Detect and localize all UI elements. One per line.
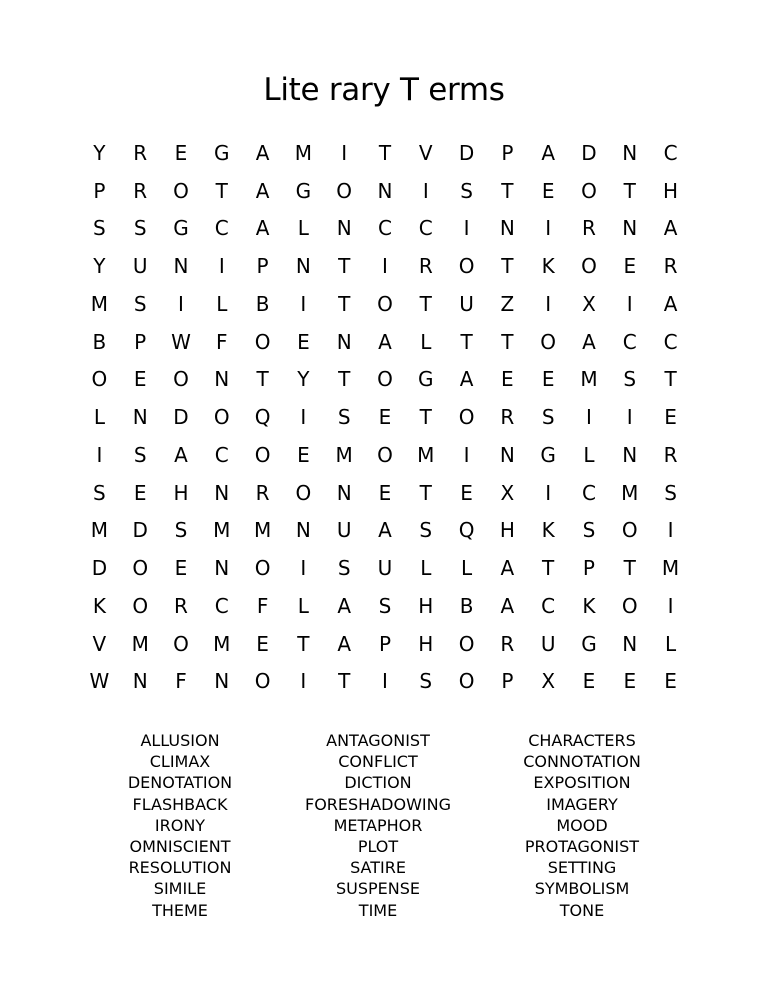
grid-letter: S — [460, 178, 473, 203]
grid-letter: A — [500, 556, 515, 581]
grid-letter: L — [297, 593, 309, 618]
grid-letter: N — [214, 669, 230, 694]
grid-letter: P — [378, 631, 391, 656]
grid-letter: N — [295, 518, 311, 543]
grid-letter: H — [418, 631, 434, 656]
grid-letter: R — [500, 631, 515, 656]
grid-letter: G — [173, 216, 189, 241]
grid-letter: O — [621, 518, 638, 543]
grid-letter: E — [133, 480, 147, 505]
grid-letter: D — [132, 518, 148, 543]
grid-letter: I — [422, 178, 429, 203]
grid-letter: N — [336, 216, 352, 241]
grid-letter: S — [133, 216, 147, 241]
grid-letter: I — [300, 291, 307, 316]
word-list-item: TONE — [559, 900, 605, 920]
grid-row — [79, 134, 691, 172]
grid-letter: G — [540, 442, 556, 467]
grid-letter: X — [500, 480, 515, 505]
grid-letter: E — [460, 480, 473, 505]
grid-letter: I — [545, 216, 552, 241]
word-list-item: DICTION — [344, 773, 412, 793]
grid-letter: O — [254, 329, 271, 354]
grid-letter: M — [213, 518, 231, 543]
grid-letter: N — [622, 140, 638, 165]
grid-letter: R — [582, 216, 596, 241]
grid-row — [79, 474, 691, 512]
grid-letter: E — [297, 329, 310, 354]
grid-letter: C — [214, 442, 229, 467]
grid-letter: I — [382, 254, 388, 279]
grid-letter: A — [337, 593, 352, 618]
grid-row — [79, 285, 691, 323]
grid-letter: F — [175, 669, 187, 694]
grid-letter: Q — [254, 405, 271, 430]
grid-letter: P — [501, 669, 514, 694]
grid-letter: Y — [93, 140, 106, 165]
grid-letter: O — [621, 593, 638, 618]
word-list-item: RESOLUTION — [128, 858, 232, 878]
grid-letter: R — [663, 254, 678, 279]
grid-letter: L — [664, 631, 677, 656]
grid-letter: I — [300, 405, 307, 430]
grid-letter: K — [541, 254, 555, 279]
grid-row — [79, 663, 691, 701]
grid-letter: M — [253, 518, 272, 543]
grid-letter: T — [338, 291, 351, 316]
grid-letter: E — [378, 480, 392, 505]
grid-letter: U — [132, 254, 148, 279]
grid-letter: D — [581, 140, 597, 165]
grid-letter: A — [582, 329, 596, 354]
grid-letter: P — [582, 556, 595, 581]
grid-row — [79, 398, 691, 436]
grid-letter: R — [255, 480, 270, 505]
grid-letter: A — [663, 291, 678, 316]
grid-letter: T — [419, 480, 432, 505]
grid-letter: I — [463, 216, 470, 241]
grid-letter: I — [667, 518, 674, 543]
grid-letter: I — [382, 669, 388, 694]
grid-letter: C — [214, 216, 229, 241]
word-list-item: FORESHADOWING — [305, 794, 451, 814]
grid-letter: D — [458, 140, 475, 165]
grid-letter: E — [378, 405, 392, 430]
word-list-item: FLASHBACK — [132, 794, 228, 814]
word-list-item: CHARACTERS — [528, 731, 636, 750]
grid-letter: D — [173, 405, 189, 430]
grid-letter: N — [622, 216, 638, 241]
grid-letter: G — [295, 178, 312, 203]
grid-letter: U — [540, 631, 556, 656]
grid-letter: T — [623, 556, 636, 581]
grid-letter: H — [663, 178, 679, 203]
grid-letter: A — [541, 140, 555, 165]
grid-letter: T — [419, 291, 432, 316]
grid-letter: S — [93, 216, 106, 241]
grid-letter: I — [545, 291, 552, 316]
grid-row — [79, 247, 691, 285]
grid-letter: O — [254, 669, 271, 694]
word-list-item: SUSPENSE — [335, 879, 420, 899]
grid-letter: C — [418, 216, 433, 241]
grid-letter: R — [133, 178, 148, 203]
grid-letter: X — [541, 669, 556, 694]
grid-letter: O — [254, 442, 271, 467]
grid-letter: W — [171, 329, 191, 354]
grid-letter: S — [337, 556, 351, 581]
word-column — [80, 730, 280, 921]
grid-letter: F — [216, 329, 228, 354]
grid-row — [79, 436, 691, 474]
grid-letter: M — [335, 442, 353, 467]
grid-letter: C — [214, 593, 229, 618]
grid-letter: B — [255, 291, 270, 316]
grid-letter: I — [545, 480, 552, 505]
grid-letter: L — [297, 216, 309, 241]
grid-letter: O — [581, 254, 597, 279]
grid-letter: C — [663, 140, 678, 165]
grid-letter: O — [458, 405, 475, 430]
grid-letter: E — [541, 178, 555, 203]
grid-letter: O — [458, 254, 475, 279]
word-list-item: CONFLICT — [338, 752, 418, 772]
grid-letter: N — [173, 254, 189, 279]
word-list-item: SATIRE — [350, 858, 406, 878]
grid-row — [79, 625, 691, 663]
word-list-item: SIMILE — [153, 879, 207, 899]
grid-letter: I — [463, 442, 470, 467]
grid-letter: Y — [297, 367, 310, 392]
grid-letter: D — [91, 556, 108, 581]
grid-letter: K — [541, 518, 555, 543]
grid-letter: S — [133, 291, 147, 316]
grid-letter: I — [178, 291, 184, 316]
grid-letter: S — [419, 669, 433, 694]
grid-letter: C — [541, 593, 556, 618]
grid-letter: M — [90, 291, 109, 316]
grid-letter: N — [214, 480, 230, 505]
grid-letter: M — [417, 442, 435, 467]
grid-letter: T — [501, 178, 514, 203]
grid-letter: S — [93, 480, 106, 505]
grid-row — [79, 512, 691, 550]
grid-letter: S — [419, 518, 433, 543]
grid-letter: R — [133, 140, 148, 165]
grid-letter: M — [621, 480, 639, 505]
grid-letter: W — [89, 669, 110, 694]
grid-row — [79, 323, 691, 361]
grid-letter: N — [214, 367, 230, 392]
grid-letter: O — [336, 178, 353, 203]
grid-letter: S — [623, 367, 637, 392]
grid-letter: M — [90, 518, 109, 543]
grid-letter: H — [499, 518, 515, 543]
grid-letter: L — [420, 329, 432, 354]
grid-letter: S — [337, 405, 351, 430]
grid-letter: P — [134, 329, 147, 354]
grid-letter: S — [664, 480, 677, 505]
word-column — [482, 730, 682, 921]
word-column — [278, 730, 478, 921]
grid-letter: R — [663, 442, 678, 467]
grid-row — [79, 361, 691, 399]
grid-letter: A — [378, 329, 392, 354]
word-list-item: PROTAGONIST — [524, 836, 640, 856]
grid-letter: E — [664, 405, 677, 430]
grid-letter: O — [377, 291, 393, 316]
grid-row — [79, 587, 691, 625]
word-list-item: DENOTATION — [127, 773, 233, 793]
grid-letter: L — [460, 556, 473, 581]
grid-letter: P — [93, 178, 106, 203]
grid-letter: P — [256, 254, 269, 279]
grid-letter: E — [297, 442, 310, 467]
grid-letter: O — [295, 480, 312, 505]
grid-letter: O — [173, 178, 189, 203]
grid-letter: A — [459, 367, 474, 392]
grid-letter: L — [216, 291, 228, 316]
grid-letter: T — [338, 669, 351, 694]
grid-letter: N — [377, 178, 393, 203]
grid-letter: R — [174, 593, 188, 618]
grid-letter: A — [174, 442, 188, 467]
grid-letter: O — [91, 367, 108, 392]
grid-letter: B — [459, 593, 474, 618]
grid-letter: I — [586, 405, 592, 430]
grid-letter: T — [215, 178, 228, 203]
grid-letter: U — [377, 556, 393, 581]
grid-letter: K — [582, 593, 596, 618]
word-list-item: IRONY — [154, 815, 206, 835]
word-list-item: EXPOSITION — [533, 773, 631, 793]
grid-letter: N — [132, 669, 148, 694]
grid-letter: U — [459, 291, 474, 316]
grid-letter: T — [664, 367, 677, 392]
grid-letter: F — [256, 593, 269, 618]
puzzle-title: Lite rary T erms — [263, 72, 505, 108]
grid-letter: I — [626, 291, 633, 316]
word-list-item: CONNOTATION — [523, 752, 641, 772]
grid-letter: N — [499, 442, 515, 467]
grid-letter: I — [626, 405, 633, 430]
grid-letter: A — [500, 593, 515, 618]
grid-letter: G — [581, 631, 597, 656]
grid-letter: S — [133, 442, 147, 467]
grid-letter: Q — [458, 518, 475, 543]
word-list-item: ALLUSION — [140, 731, 220, 750]
grid-letter: G — [214, 140, 230, 165]
word-list-item: SETTING — [547, 858, 617, 878]
grid-letter: K — [92, 593, 106, 618]
grid-letter: A — [255, 216, 270, 241]
grid-letter: S — [378, 593, 392, 618]
grid-letter: O — [581, 178, 597, 203]
word-list-item: ANTAGONIST — [326, 731, 430, 750]
grid-letter: V — [92, 631, 107, 656]
word-list-item: THEME — [152, 900, 208, 920]
grid-letter: T — [338, 367, 351, 392]
grid-letter: S — [582, 518, 596, 543]
grid-letter: C — [377, 216, 392, 241]
grid-letter: O — [377, 442, 393, 467]
grid-letter: I — [218, 254, 225, 279]
grid-letter: O — [377, 367, 393, 392]
grid-letter: N — [214, 556, 230, 581]
grid-row — [79, 549, 691, 587]
word-list-item: SYMBOLISM — [534, 879, 630, 899]
grid-letter: L — [93, 405, 105, 430]
grid-letter: C — [581, 480, 596, 505]
word-list-item: CLIMAX — [149, 752, 211, 772]
word-list-item: TIME — [358, 900, 398, 920]
grid-letter: R — [418, 254, 433, 279]
grid-letter: T — [542, 556, 555, 581]
grid-row — [79, 172, 691, 210]
grid-letter: S — [541, 405, 555, 430]
grid-letter: H — [173, 480, 189, 505]
grid-letter: N — [622, 631, 638, 656]
grid-letter: V — [418, 140, 433, 165]
grid-letter: T — [501, 254, 514, 279]
grid-letter: O — [132, 556, 149, 581]
grid-letter: M — [661, 556, 680, 581]
grid-letter: M — [294, 140, 313, 165]
grid-letter: O — [173, 631, 189, 656]
grid-letter: E — [501, 367, 514, 392]
grid-letter: O — [458, 631, 475, 656]
grid-letter: T — [297, 631, 310, 656]
grid-letter: E — [174, 556, 188, 581]
grid-letter: E — [623, 254, 637, 279]
grid-letter: N — [499, 216, 515, 241]
letter-grid — [79, 134, 691, 700]
grid-letter: X — [582, 291, 596, 316]
grid-letter: T — [378, 140, 392, 165]
grid-letter: E — [582, 669, 596, 694]
grid-letter: R — [500, 405, 515, 430]
grid-letter: B — [92, 329, 107, 354]
grid-letter: N — [336, 480, 352, 505]
grid-letter: G — [418, 367, 434, 392]
grid-letter: Z — [500, 291, 515, 316]
grid-letter: O — [254, 556, 271, 581]
grid-letter: E — [256, 631, 269, 656]
word-list-item: PLOT — [357, 836, 399, 856]
grid-letter: T — [256, 367, 269, 392]
grid-letter: A — [337, 631, 352, 656]
word-list-item: MOOD — [556, 815, 608, 835]
word-list-item: METAPHOR — [333, 815, 423, 835]
grid-letter: T — [501, 329, 514, 354]
grid-letter: O — [132, 593, 149, 618]
grid-letter: A — [255, 140, 270, 165]
grid-letter: N — [336, 329, 352, 354]
grid-letter: P — [501, 140, 514, 165]
grid-letter: I — [300, 669, 307, 694]
grid-letter: M — [213, 631, 231, 656]
grid-letter: H — [418, 593, 434, 618]
grid-letter: C — [663, 329, 678, 354]
grid-letter: U — [336, 518, 352, 543]
grid-letter: T — [338, 254, 351, 279]
word-list-item: IMAGERY — [546, 794, 618, 814]
grid-letter: A — [663, 216, 678, 241]
word-bank — [0, 730, 768, 930]
grid-letter: E — [174, 140, 188, 165]
grid-letter: I — [300, 556, 307, 581]
grid-letter: L — [583, 442, 595, 467]
grid-letter: T — [623, 178, 636, 203]
grid-letter: O — [458, 669, 475, 694]
grid-letter: C — [622, 329, 637, 354]
grid-letter: E — [664, 669, 677, 694]
grid-letter: N — [622, 442, 638, 467]
grid-letter: A — [378, 518, 392, 543]
grid-letter: N — [295, 254, 311, 279]
grid-letter: O — [540, 329, 557, 354]
grid-row — [79, 210, 691, 248]
grid-letter: T — [419, 405, 432, 430]
grid-letter: M — [131, 631, 149, 656]
grid-letter: M — [580, 367, 598, 392]
grid-letter: N — [132, 405, 148, 430]
word-list-item: OMNISCIENT — [129, 836, 231, 856]
grid-letter: A — [255, 178, 270, 203]
grid-letter: T — [460, 329, 473, 354]
grid-letter: I — [667, 593, 674, 618]
grid-letter: Y — [93, 254, 106, 279]
grid-letter: O — [173, 367, 189, 392]
grid-letter: L — [420, 556, 432, 581]
grid-letter: E — [623, 669, 637, 694]
grid-letter: E — [541, 367, 555, 392]
grid-letter: O — [213, 405, 230, 430]
grid-letter: S — [174, 518, 188, 543]
grid-letter: I — [96, 442, 103, 467]
grid-letter: E — [133, 367, 147, 392]
grid-letter: I — [341, 140, 348, 165]
